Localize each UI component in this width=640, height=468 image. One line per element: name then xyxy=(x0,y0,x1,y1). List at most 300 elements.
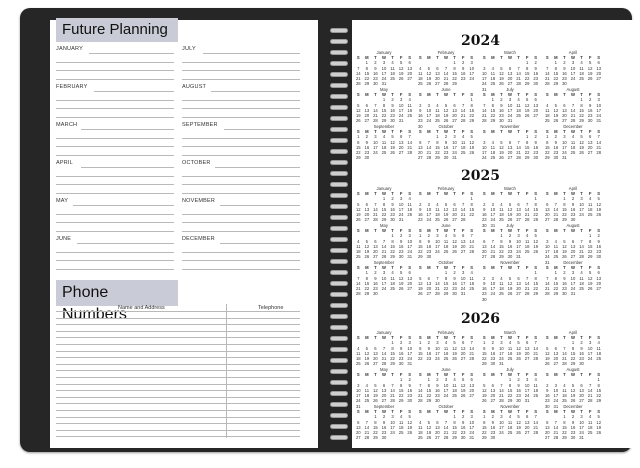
phone-entry-line[interactable] xyxy=(56,344,300,345)
phone-entry-line[interactable] xyxy=(56,337,300,338)
weekday-header: T xyxy=(374,265,377,270)
day-cell: 19 xyxy=(443,113,449,119)
spiral-ring xyxy=(330,369,348,374)
day-cell: 20 xyxy=(524,350,530,356)
day-cell: 13 xyxy=(507,70,513,76)
day-cell: 25 xyxy=(553,254,559,260)
weekday-header: T xyxy=(580,372,583,377)
mini-calendar-2025-october xyxy=(416,260,476,297)
weekday-header: W xyxy=(444,409,448,414)
day-cell: 17 xyxy=(570,70,576,76)
day-cell: 3 xyxy=(382,60,386,66)
writing-line[interactable] xyxy=(56,117,174,118)
weekday-header: T xyxy=(500,228,503,233)
day-cell: 4 xyxy=(419,65,422,71)
day-cell: 7 xyxy=(554,419,558,425)
day-cell: 18 xyxy=(596,350,602,356)
writing-line[interactable] xyxy=(182,70,300,71)
day-cell: 10 xyxy=(516,238,521,244)
day-cell: 11 xyxy=(356,243,361,249)
spiral-ring xyxy=(330,72,348,77)
day-cell: 26 xyxy=(426,435,432,441)
spiral-ring xyxy=(330,292,348,297)
spiral-ring xyxy=(330,380,348,385)
day-cell: 5 xyxy=(470,134,473,140)
weekday-header: T xyxy=(563,191,566,196)
day-cell: 14 xyxy=(435,280,440,286)
phone-entry-line[interactable] xyxy=(56,390,300,391)
weekday-header: T xyxy=(500,409,503,414)
day-cell: 3 xyxy=(408,340,411,346)
day-cell: 31 xyxy=(499,361,504,367)
mini-calendar-month-name: December xyxy=(563,260,583,265)
day-cell: 22 xyxy=(355,150,361,156)
phone-entry-line[interactable] xyxy=(56,351,300,352)
day-cell: 21 xyxy=(533,350,539,356)
day-cell: 5 xyxy=(444,102,448,108)
day-cell: 14 xyxy=(544,280,550,286)
writing-line[interactable] xyxy=(56,231,174,232)
writing-line[interactable] xyxy=(56,269,174,270)
day-cell: 4 xyxy=(391,60,394,66)
day-cell: 8 xyxy=(563,419,566,425)
day-cell: 12 xyxy=(364,243,370,249)
day-cell: 25 xyxy=(579,76,584,82)
day-cell: 15 xyxy=(553,70,559,76)
day-cell: 28 xyxy=(562,361,567,367)
weekday-header: W xyxy=(444,228,448,233)
day-cell: 18 xyxy=(579,280,584,286)
writing-line[interactable] xyxy=(220,243,300,244)
day-cell: 27 xyxy=(407,76,413,82)
day-cell: 27 xyxy=(516,217,521,223)
day-cell: 1 xyxy=(382,97,386,103)
day-cell: 22 xyxy=(553,286,559,292)
day-cell: 8 xyxy=(382,102,386,108)
month-label-october: OCTOBER xyxy=(182,160,211,166)
day-cell: 21 xyxy=(579,249,584,255)
phone-entry-line[interactable] xyxy=(56,311,300,312)
weekday-header: S xyxy=(545,265,549,270)
day-cell: 12 xyxy=(481,387,487,393)
weekday-header: W xyxy=(571,335,575,340)
writing-line[interactable] xyxy=(182,146,300,147)
writing-line[interactable] xyxy=(56,138,174,139)
day-cell: 23 xyxy=(516,393,521,399)
day-cell: 25 xyxy=(443,356,449,362)
day-cell: 15 xyxy=(364,280,370,286)
day-cell: 28 xyxy=(533,356,539,362)
day-cell: 18 xyxy=(364,393,370,399)
day-cell: 31 xyxy=(460,291,466,297)
day-cell: 2 xyxy=(508,233,512,239)
phone-entry-line[interactable] xyxy=(56,430,300,431)
writing-line[interactable] xyxy=(56,176,174,177)
day-cell: 3 xyxy=(500,340,503,346)
day-cell: 20 xyxy=(355,430,361,436)
writing-line[interactable] xyxy=(56,146,174,147)
writing-line[interactable] xyxy=(182,108,300,109)
day-cell: 8 xyxy=(453,65,456,71)
writing-line[interactable] xyxy=(81,129,174,130)
weekday-header: T xyxy=(374,335,377,340)
writing-line[interactable] xyxy=(224,129,300,130)
day-cell: 16 xyxy=(507,243,513,249)
writing-line[interactable] xyxy=(56,260,174,261)
day-cell: 12 xyxy=(355,107,361,113)
day-cell: 19 xyxy=(426,76,432,82)
day-cell: 12 xyxy=(355,206,361,212)
day-cell: 12 xyxy=(570,387,576,393)
day-cell: 30 xyxy=(516,398,521,404)
day-cell: 20 xyxy=(507,150,513,156)
day-cell: 2 xyxy=(382,414,386,420)
writing-line[interactable] xyxy=(182,260,300,261)
writing-line[interactable] xyxy=(182,100,300,101)
phone-entry-line[interactable] xyxy=(56,331,300,332)
spiral-ring xyxy=(330,193,348,198)
day-cell: 9 xyxy=(453,275,456,281)
weekday-header: S xyxy=(470,129,474,134)
day-cell: 14 xyxy=(596,139,602,145)
weekday-header: M xyxy=(554,409,558,414)
weekday-header: T xyxy=(517,265,520,270)
day-cell: 15 xyxy=(533,280,539,286)
day-cell: 29 xyxy=(381,118,387,124)
weekday-header: F xyxy=(461,372,465,377)
phone-entry-line[interactable] xyxy=(56,364,300,365)
spiral-ring xyxy=(330,28,348,33)
day-cell: 23 xyxy=(373,76,378,82)
phone-entry-line[interactable] xyxy=(56,436,300,437)
day-cell: 5 xyxy=(391,134,394,140)
writing-line[interactable] xyxy=(94,91,174,92)
weekday-header: S xyxy=(408,265,412,270)
writing-line[interactable] xyxy=(73,205,174,206)
day-cell: 25 xyxy=(435,118,440,124)
day-cell: 14 xyxy=(533,419,539,425)
day-cell: 25 xyxy=(587,212,593,218)
day-cell: 30 xyxy=(587,118,593,124)
day-cell: 26 xyxy=(596,212,602,218)
day-cell: 14 xyxy=(355,280,361,286)
day-cell: 6 xyxy=(470,377,473,383)
day-cell: 27 xyxy=(544,435,550,441)
day-cell: 9 xyxy=(580,345,583,351)
writing-line[interactable] xyxy=(182,193,300,194)
writing-line[interactable] xyxy=(56,108,174,109)
weekday-header: W xyxy=(382,191,386,196)
weekday-header: W xyxy=(508,372,512,377)
weekday-header: S xyxy=(470,335,474,340)
weekday-header: T xyxy=(580,92,583,97)
day-cell: 15 xyxy=(524,70,530,76)
day-cell: 20 xyxy=(364,212,370,218)
day-cell: 21 xyxy=(381,356,387,362)
spiral-ring xyxy=(330,347,348,352)
phone-entry-line[interactable] xyxy=(56,324,300,325)
mini-calendar-grid xyxy=(416,372,476,404)
writing-line[interactable] xyxy=(56,70,174,71)
mini-calendar-2025-march xyxy=(480,186,540,228)
mini-calendar-2024-february xyxy=(416,50,476,87)
writing-line[interactable] xyxy=(182,222,300,223)
day-cell: 20 xyxy=(435,76,440,82)
day-cell: 5 xyxy=(500,139,503,145)
day-cell: 23 xyxy=(364,150,370,156)
weekday-header: S xyxy=(356,92,360,97)
day-cell: 26 xyxy=(499,81,504,87)
day-cell: 29 xyxy=(452,81,457,87)
day-cell: 26 xyxy=(499,155,504,161)
day-cell: 20 xyxy=(570,249,576,255)
day-cell: 12 xyxy=(524,102,530,108)
month-label-july: JULY xyxy=(182,46,196,52)
day-cell: 11 xyxy=(507,419,513,425)
day-cell: 19 xyxy=(596,424,602,430)
mini-calendar-month-name: September xyxy=(373,260,395,265)
spiral-ring xyxy=(330,61,348,66)
day-cell: 26 xyxy=(507,217,513,223)
day-cell: 5 xyxy=(427,65,431,71)
writing-line[interactable] xyxy=(182,79,300,80)
weekday-header: S xyxy=(597,228,601,233)
weekday-header: F xyxy=(461,265,465,270)
day-cell: 16 xyxy=(390,206,395,212)
day-cell: 15 xyxy=(544,144,550,150)
day-cell: 8 xyxy=(427,382,431,388)
spiral-ring xyxy=(330,171,348,176)
writing-line[interactable] xyxy=(56,222,174,223)
mini-calendar-month-name: October xyxy=(438,260,454,265)
writing-line[interactable] xyxy=(56,79,174,80)
day-cell: 7 xyxy=(374,102,377,108)
weekday-header: W xyxy=(444,55,448,60)
weekday-header: T xyxy=(391,191,394,196)
day-cell: 31 xyxy=(524,398,530,404)
day-cell: 8 xyxy=(546,139,549,145)
day-cell: 15 xyxy=(381,206,387,212)
day-cell: 13 xyxy=(452,206,457,212)
weekday-header: M xyxy=(554,191,558,196)
day-cell: 6 xyxy=(580,382,583,388)
day-cell: 28 xyxy=(579,254,584,260)
weekday-header: T xyxy=(517,372,520,377)
day-cell: 20 xyxy=(587,144,593,150)
mini-calendar-2025-july xyxy=(480,223,540,260)
day-cell: 19 xyxy=(398,280,404,286)
day-cell: 30 xyxy=(553,155,559,161)
day-cell: 3 xyxy=(597,97,600,103)
day-cell: 31 xyxy=(490,222,496,228)
day-cell: 17 xyxy=(553,393,559,399)
writing-line[interactable] xyxy=(182,184,300,185)
day-cell: 10 xyxy=(398,201,404,207)
day-cell: 22 xyxy=(390,356,395,362)
day-cell: 6 xyxy=(436,419,439,425)
day-cell: 19 xyxy=(562,249,567,255)
writing-line[interactable] xyxy=(182,62,300,63)
writing-line[interactable] xyxy=(56,193,174,194)
day-cell: 30 xyxy=(443,155,449,161)
weekday-header: F xyxy=(588,228,592,233)
day-cell: 11 xyxy=(452,382,457,388)
day-cell: 31 xyxy=(481,86,487,92)
phone-entry-line[interactable] xyxy=(56,377,300,378)
month-label-june: JUNE xyxy=(56,236,72,242)
spiral-ring xyxy=(330,424,348,429)
day-cell: 11 xyxy=(587,419,593,425)
weekday-header: T xyxy=(436,228,439,233)
weekday-header: S xyxy=(356,191,360,196)
mini-calendar-grid xyxy=(416,335,476,361)
phone-entry-line[interactable] xyxy=(56,370,300,371)
writing-line[interactable] xyxy=(182,252,300,253)
day-cell: 23 xyxy=(381,430,387,436)
writing-line[interactable] xyxy=(56,62,174,63)
day-cell: 15 xyxy=(452,70,457,76)
day-cell: 7 xyxy=(374,201,377,207)
day-cell: 9 xyxy=(554,139,558,145)
weekday-header: T xyxy=(500,265,503,270)
day-cell: 13 xyxy=(553,350,559,356)
phone-entry-line[interactable] xyxy=(56,403,300,404)
day-cell: 31 xyxy=(452,155,457,161)
weekday-header: F xyxy=(399,409,403,414)
weekday-header: S xyxy=(408,372,412,377)
writing-line[interactable] xyxy=(182,117,300,118)
day-cell: 15 xyxy=(469,107,475,113)
mini-calendar-grid xyxy=(480,228,540,260)
writing-line[interactable] xyxy=(182,269,300,270)
mini-calendar-grid xyxy=(354,92,414,124)
day-cell: 18 xyxy=(398,424,404,430)
day-cell: 28 xyxy=(460,118,466,124)
day-cell: 7 xyxy=(461,201,465,207)
day-cell: 18 xyxy=(407,206,413,212)
day-cell: 2 xyxy=(399,233,403,239)
day-cell: 14 xyxy=(562,350,567,356)
phone-entry-line[interactable] xyxy=(56,417,300,418)
day-cell: 25 xyxy=(490,81,496,87)
writing-line[interactable] xyxy=(182,231,300,232)
phone-entry-line[interactable] xyxy=(56,410,300,411)
writing-line[interactable] xyxy=(211,91,300,92)
day-cell: 11 xyxy=(418,424,423,430)
writing-line[interactable] xyxy=(56,214,174,215)
phone-entry-line[interactable] xyxy=(56,423,300,424)
writing-line[interactable] xyxy=(220,205,300,206)
weekday-header: S xyxy=(597,129,601,134)
writing-line[interactable] xyxy=(215,167,300,168)
day-cell: 27 xyxy=(452,217,457,223)
phone-entry-line[interactable] xyxy=(56,357,300,358)
writing-line[interactable] xyxy=(56,184,174,185)
weekday-header: T xyxy=(563,228,566,233)
weekday-header: M xyxy=(554,92,558,97)
day-cell: 6 xyxy=(554,345,558,351)
weekday-header: F xyxy=(399,335,403,340)
phone-entry-line[interactable] xyxy=(56,384,300,385)
writing-line[interactable] xyxy=(56,252,174,253)
day-cell: 10 xyxy=(435,345,440,351)
spiral-ring xyxy=(330,314,348,319)
day-cell: 24 xyxy=(407,356,413,362)
day-cell: 14 xyxy=(364,424,370,430)
weekday-header: T xyxy=(563,129,566,134)
writing-line[interactable] xyxy=(182,176,300,177)
day-cell: 10 xyxy=(499,345,504,351)
weekday-header: S xyxy=(534,129,538,134)
day-cell: 7 xyxy=(554,201,558,207)
day-cell: 13 xyxy=(516,206,521,212)
day-cell: 21 xyxy=(544,286,550,292)
day-cell: 24 xyxy=(570,286,576,292)
day-cell: 25 xyxy=(570,150,576,156)
day-cell: 18 xyxy=(507,350,513,356)
day-cell: 16 xyxy=(417,212,423,218)
day-cell: 13 xyxy=(373,350,378,356)
day-cell: 6 xyxy=(382,382,386,388)
weekday-header: T xyxy=(453,265,456,270)
writing-line[interactable] xyxy=(81,167,174,168)
writing-line[interactable] xyxy=(56,155,174,156)
day-cell: 11 xyxy=(524,238,530,244)
day-cell: 1 xyxy=(453,60,456,66)
day-cell: 2 xyxy=(517,377,520,383)
writing-line[interactable] xyxy=(182,138,300,139)
phone-entry-line[interactable] xyxy=(56,397,300,398)
phone-entry-line[interactable] xyxy=(56,318,300,319)
writing-line[interactable] xyxy=(77,243,174,244)
weekday-header: T xyxy=(391,228,394,233)
day-cell: 4 xyxy=(436,201,439,207)
day-cell: 15 xyxy=(381,107,387,113)
day-cell: 24 xyxy=(398,113,404,119)
weekday-header: S xyxy=(545,129,549,134)
day-cell: 22 xyxy=(390,249,395,255)
day-cell: 24 xyxy=(553,398,559,404)
day-cell: 2 xyxy=(453,270,456,276)
day-cell: 1 xyxy=(554,270,558,276)
day-cell: 23 xyxy=(481,291,487,297)
day-cell: 9 xyxy=(382,419,386,425)
mini-calendar-month-name: February xyxy=(437,330,455,335)
day-cell: 23 xyxy=(481,217,487,223)
mini-calendar-grid xyxy=(480,372,540,404)
day-cell: 1 xyxy=(571,340,575,346)
day-cell: 30 xyxy=(390,217,395,223)
day-cell: 12 xyxy=(443,206,449,212)
weekday-header: T xyxy=(500,92,503,97)
day-cell: 23 xyxy=(499,113,504,119)
day-cell: 11 xyxy=(390,65,395,71)
writing-line[interactable] xyxy=(182,214,300,215)
day-cell: 13 xyxy=(435,424,440,430)
day-cell: 3 xyxy=(436,233,439,239)
writing-line[interactable] xyxy=(56,100,174,101)
day-cell: 17 xyxy=(481,150,487,156)
day-cell: 28 xyxy=(355,291,361,297)
day-cell: 29 xyxy=(426,398,432,404)
day-cell: 1 xyxy=(554,60,558,66)
writing-line[interactable] xyxy=(203,53,300,54)
day-cell: 17 xyxy=(381,280,387,286)
writing-line[interactable] xyxy=(89,53,174,54)
mini-calendar-grid xyxy=(480,129,540,161)
writing-line[interactable] xyxy=(182,155,300,156)
day-cell: 29 xyxy=(373,435,378,441)
